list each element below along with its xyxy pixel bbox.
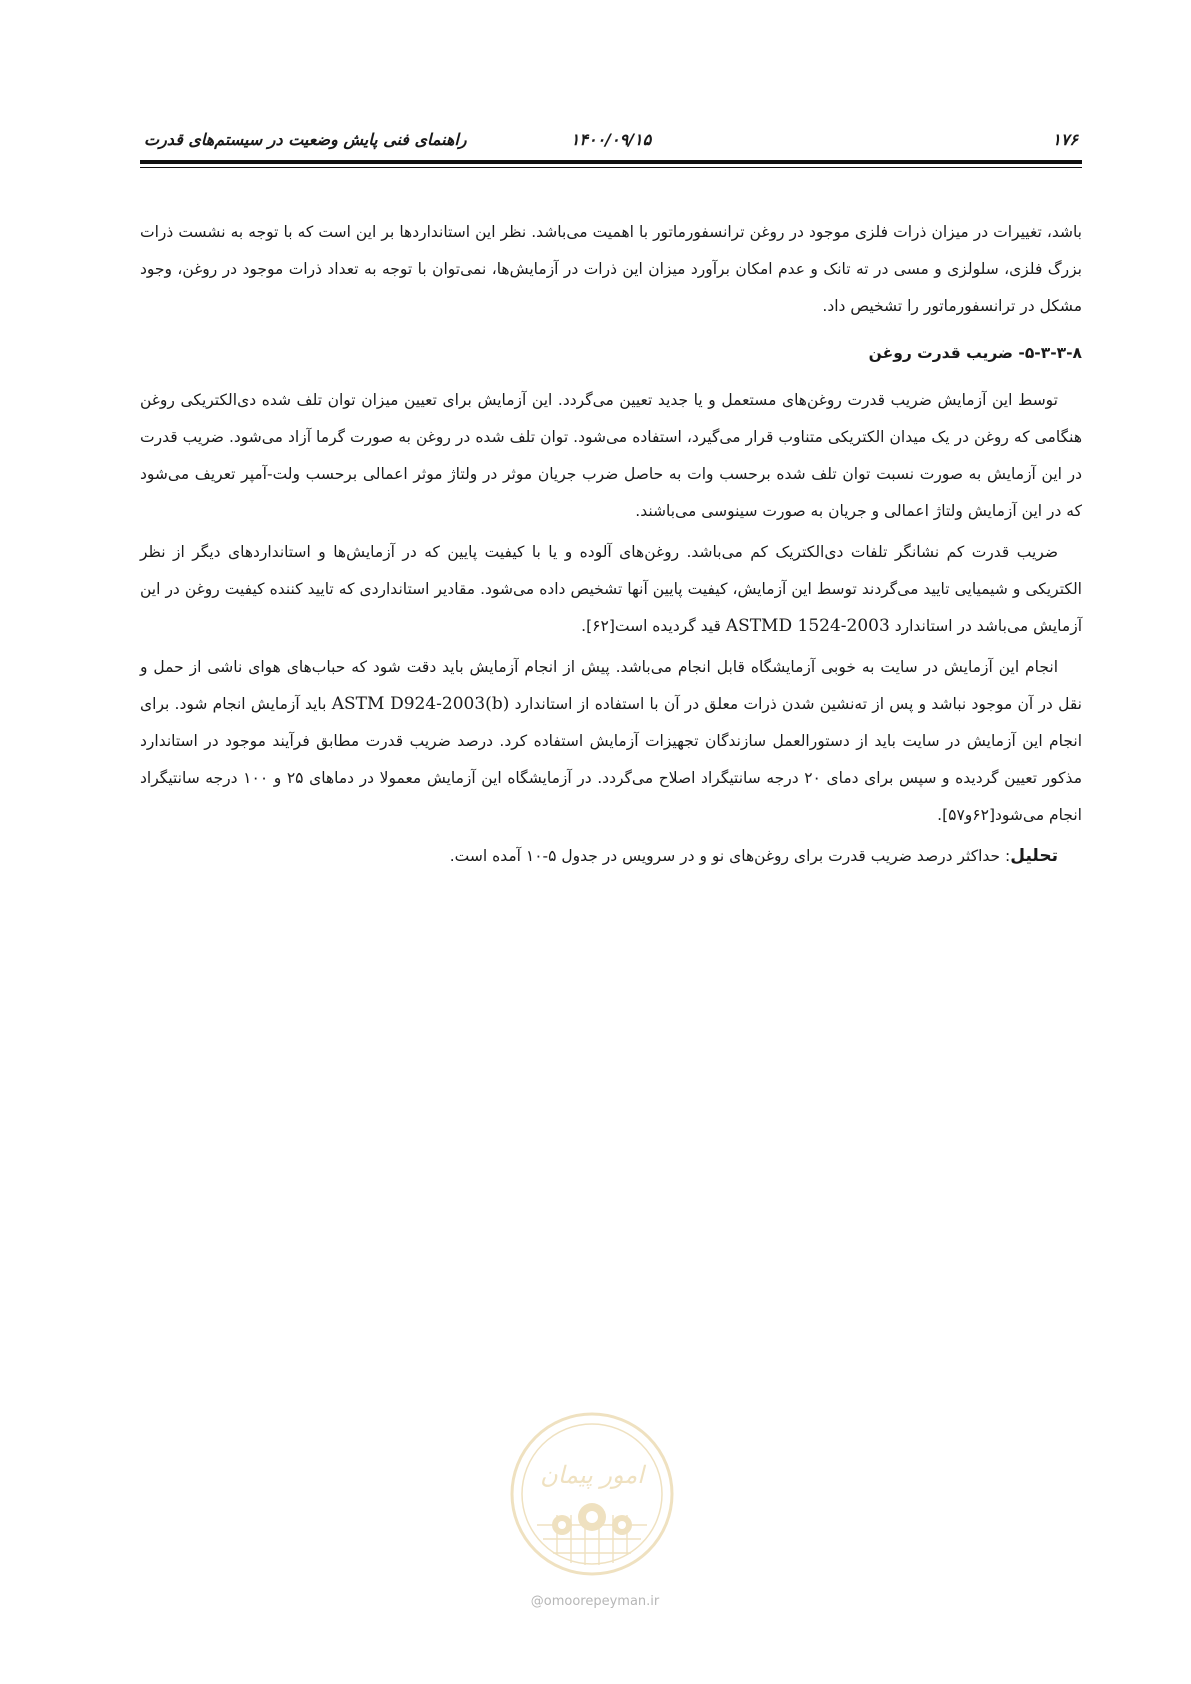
paragraph-3-text-b: باید آزمایش انجام شود. برای انجام این آزمایش در سایت باید از دستورالعمل سازندگان تجهیزات آزمایش استفاده کرد. درصد ضریب قدرت مطابق فرآیند موجود در استاندارد مذکور تعیین گردیده و سپس برای دمای ۲۰ درجه سانتیگراد اصلاح می‌گردد. در آزمایشگاه این آزمایش معمولا در دماهای ۲۵ و ۱۰۰ درجه سانتیگراد انجام می‌شود[۶۲و۵۷]. (140, 695, 1082, 824)
header-rule-thick (140, 160, 1082, 164)
paragraph-2-text-b: قید گردیده است[۶۲]. (581, 617, 721, 635)
standard-reference: ASTM D924-2003(b) (331, 694, 510, 714)
analysis-label: تحلیل (1010, 846, 1058, 866)
paragraph-2-text-a: ضریب قدرت کم نشانگر تلفات دی‌الکتریک کم می‌باشد. روغن‌های آلوده و یا با کیفیت پایین که در آزمایش‌ها و استانداردهای دیگر از نظر الکتریکی و شیمیایی تایید می‌گردند توسط این آزمایش، کیفیت پایین آنها تشخیص داده می‌شود. مقادیر استانداردی که تایید کننده کیفیت روغن در این آزمایش می‌باشد در استاندارد (140, 543, 1082, 635)
intro-paragraph: باشد، تغییرات در میزان ذرات فلزی موجود در روغن ترانسفورماتور با اهمیت می‌باشد. نظر این استانداردها بر این است که با توجه به نشست ذرات بزرگ فلزی، سلولزی و مسی در ته تانک و عدم امکان برآورد میزان این ذرات در آزمایش‌ها، نمی‌توان با توجه به تعداد ذرات موجود در روغن، وجود مشکل در ترانسفورماتور را تشخیص داد. (140, 223, 1082, 315)
paragraph-3-text-a: انجام این آزمایش در سایت به خوبی آزمایشگاه قابل انجام می‌باشد. پیش از انجام آزمایش باید دقت شود که حباب‌های هوای ناشی از حمل و نقل در آن موجود نباشد و پس از ته‌نشین شدن ذرات معلق در آن با استفاده از استاندارد (140, 658, 1082, 713)
analysis-paragraph (140, 838, 1082, 875)
standard-reference: ASTMD 1524-2003 (725, 616, 890, 636)
watermark-logo-icon (507, 1405, 677, 1583)
header-title: راهنمای فنی پایش وضعیت در سیستم‌های قدرت (144, 130, 467, 149)
header-rule-thin (140, 167, 1082, 168)
page-number: ۱۷۶ (1052, 130, 1078, 149)
watermark-url: @omoorepeyman.ir (530, 1594, 660, 1609)
page-header (140, 128, 1082, 158)
header-date: ۱۴۰۰/۰۹/۱۵ (570, 130, 652, 149)
paragraph-2 (140, 534, 1082, 645)
analysis-text: : حداکثر درصد ضریب قدرت برای روغن‌های نو و در سرویس در جدول ۵-۱۰ آمده است. (449, 847, 1011, 865)
document-body (140, 214, 1082, 879)
watermark-logo-text: امور پیمان (540, 1461, 644, 1489)
paragraph-1: توسط این آزمایش ضریب قدرت روغن‌های مستعمل و یا جدید تعیین می‌گردد. این آزمایش برای تعیین میزان توان تلف شده دی‌الکتریکی روغن هنگامی که روغن در یک میدان الکتریکی متناوب قرار می‌گیرد، استفاده می‌شود. توان تلف شده در روغن به صورت گرما آزاد می‌شود. ضریب قدرت در این آزمایش به صورت نسبت توان تلف شده برحسب وات به حاصل ضرب جریان موثر در ولتاژ موثر اعمالی برحسب ولت-آمپر تعریف می‌شود که در این آزمایش ولتاژ اعمالی و جریان به صورت سینوسی می‌باشند. (140, 391, 1082, 520)
section-heading: ۵-۳-۳-۸- ضریب قدرت روغن (868, 344, 1082, 362)
paragraph-3 (140, 649, 1082, 834)
